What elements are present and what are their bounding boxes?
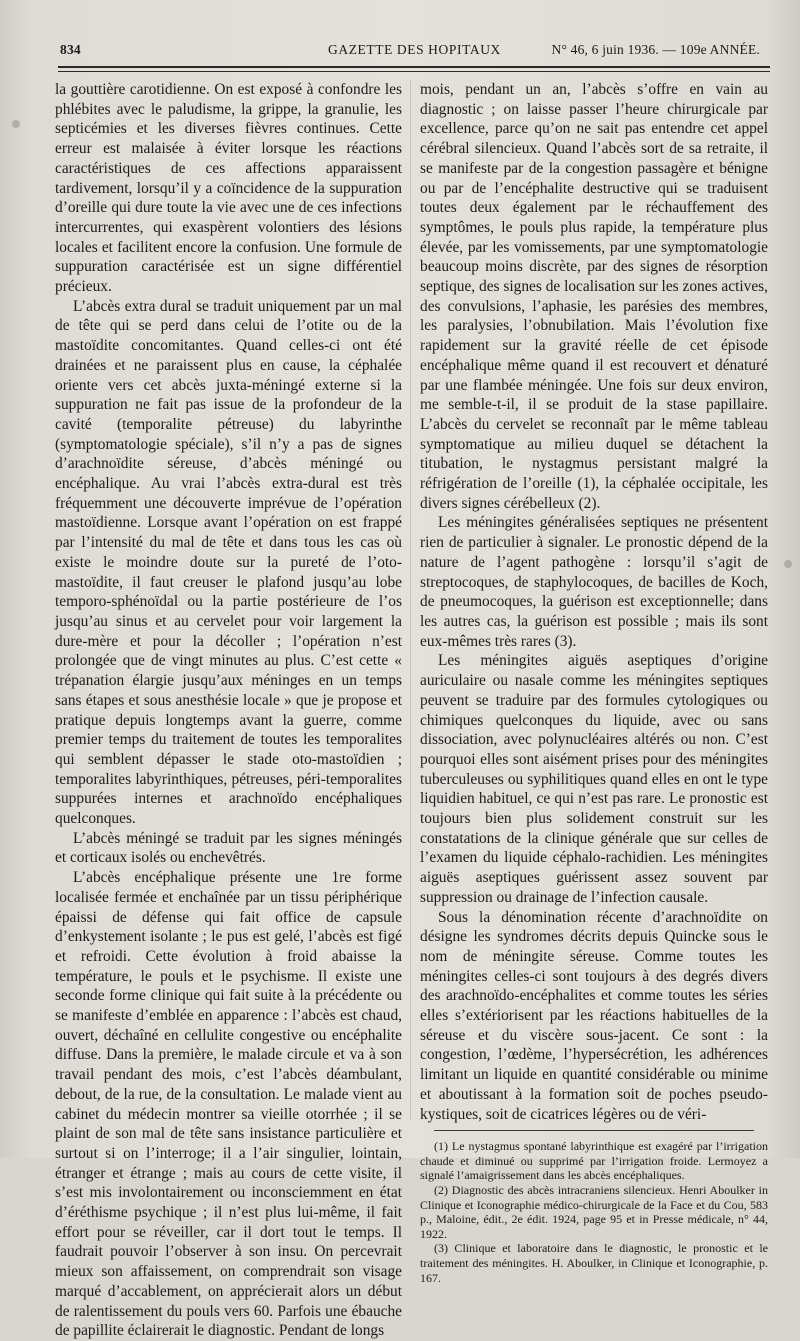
- paragraph: la gouttière carotidienne. On est exposé à confondre les phlébites avec le paludisme, la grippe, la granulie, les septicémies et les diverses fièvres continues. Cette erreur est malaisée à éviter lorsque les réactions caractéristiques de ces affections apparaissent tardivement, lorsqu’il y a coïncidence de la suppuration d’oreille qui dure toute la vie avec une de ces infections intercurrentes, qui exaspèrent volontiers des lésions locales et facilitent encore la confusion. Une formule de suppuration caractérisée est un signe différentiel précieux.: [55, 81, 402, 296]
- left-column: [55, 80, 402, 1341]
- footnote: (2) Diagnostic des abcès intracraniens silencieux. Henri Aboulker in Clinique et Iconographie médico-chirurgicale de la Face et du Cou, 583 p., Maloine, édit., 2e édit. 1924, page 95 et in Presse médicale, n° 44, 1922.: [420, 1183, 768, 1241]
- footnote: (1) Le nystagmus spontané labyrinthique est exagéré par l’irrigation chaude et diminué ou supprimé par l’irrigation froide. Lermoyez a signalé l’amaigrissement dans les abcès encéphaliques.: [420, 1139, 768, 1183]
- column-gutter: [410, 80, 411, 1120]
- paragraph: Sous la dénomination récente d’arachnoïdite on désigne les syndromes décrits depuis Quincke sous le nom de méningite séreuse. Comme toutes les méningites celles-ci sont toujours à des degrés divers des arachnoïdo-encéphalites et comme toutes les séries elles s’extériorisent par les réactions habituelles de la séreuse et du viscère sous-jacent. Ce sont : la congestion, l’œdème, l’hypersécrétion, les adhérences limitant un liquide en quantité considérable ou minime et aboutissant à la formation soit de poches pseudo-kystiques, soit de cicatrices légères ou de véri-: [420, 908, 768, 1123]
- paragraph: L’abcès méningé se traduit par les signes méningés et corticaux isolés ou enchevêtrés.: [55, 829, 402, 867]
- header-rule-thick: [58, 66, 770, 68]
- paragraph: L’abcès extra dural se traduit uniquement par un mal de tête qui se perd dans celui de l’otite ou de la mastoïdite concomitantes. Quand celles-ci ont été drainées et ne paraissent plus en cause, la céphalée oriente vers cet abcès juxta-méningé externe si la suppuration ne fait pas issue de la profondeur de la cavité (temporalite pétreuse) du labyrinthe (symptomatologie spéciale), s’il n’y a pas de signes d’arachnoïdite séreuse, d’abcès méningé ou encéphalique. Au vrai l’abcès extra-dural est très fréquemment une découverte imprévue de l’opération mastoïdienne. Lorsque avant l’opération on est frappé par l’intensité du mal de tête et dans tous les cas où existe le moindre doute sur la pureté de l’oto-mastoïdite, il faut creuser le plafond jusqu’au lobe temporo-sphénoïdal ou la partie postérieure de l’os jusqu’au sinus et au cervelet pour voir largement la dure-mère et pour la décoller ; l’opération n’est prolongée que de vingt minutes au plus. C’est cette « trépanation élargie jusqu’aux méninges en un temps sans étapes et sous anesthésie locale » que je propose et pratique depuis longtemps avant la guerre, comme premier temps du traitement de toutes les temporalites qui semblent dépasser le stade oto-mastoïdien ; temporalites labyrinthiques, pétreuses, péri-temporalites suppurées internes et arachnoïdo encéphaliques quelconques.: [55, 297, 402, 828]
- footnote-rule: [434, 1130, 754, 1131]
- paragraph: Les méningites généralisées septiques ne présentent rien de particulier à signaler. Le pronostic dépend de la nature de l’agent pathogène : lorsqu’il s’agit de streptocoques, de staphylocoques, de bacilles de Koch, de pneumocoques, la guérison est exceptionnelle; dans les autres cas, la guérison est possible ; mais ils sont eux-mêmes très rares (3).: [420, 514, 768, 650]
- footnotes: [420, 1139, 768, 1285]
- paper-blemish: [12, 120, 20, 128]
- paragraph: Les méningites aiguës aseptiques d’origine auriculaire ou nasale comme les méningites septiques peuvent se traduire par des formules cytologiques ou chimiques quelconques du liquide, avec ou sans dissociation, avec polynucléaires altérés ou non. C’est pourquoi elles sont aisément prises pour des méningites tuberculeuses ou syphilitiques quand elles en ont le type liquidien habituel, ce qui n’est pas rare. Le pronostic est toujours bien plus solidement construit sur les constatations de la clinique générale que sur celles de l’examen du liquide céphalo-rachidien. Les méningites aiguës aseptiques guérissent assez souvent par suppression ou drainage de l’infection causale.: [420, 652, 768, 906]
- right-column: [420, 80, 768, 1285]
- footnote: (3) Clinique et laboratoire dans le diagnostic, le pronostic et le traitement des méningites. H. Aboulker, in Clinique et Iconographie, p. 167.: [420, 1241, 768, 1285]
- header-rule-thin: [58, 71, 770, 72]
- journal-title: GAZETTE DES HOPITAUX: [328, 42, 501, 57]
- issue-info: N° 46, 6 juin 1936. — 109e ANNÉE.: [551, 42, 760, 57]
- page-number: 834: [60, 42, 81, 57]
- paper-blemish: [784, 560, 792, 568]
- paragraph: L’abcès encéphalique présente une 1re forme localisée fermée et enchaînée par un tissu périphérique épaissi de défense qui fait office de capsule d’enkystement isolante ; le pus est gelé, l’abcès est figé et refroidi. Cette évolution à froid abaisse la température, le pouls et le psychisme. Il existe une seconde forme clinique qui fait suite à la précédente ou se manifeste d’emblée en apparence : l’abcès est chaud, ouvert, déchaîné en cellulite congestive ou encéphalite diffuse. Dans la première, le malade circule et va à son travail pendant des mois, c’est l’abcès déambulant, debout, de la rue, de la consultation. Le malade vient au cabinet du médecin montrer sa vieille otorrhée ; il se plaint de son mal de tête sans insistance particulière et surtout si on l’interroge; il a l’air singulier, lointain, étranger et étrange ; mais au cours de cette visite, il s’est mis involontairement ou inconsciemment en état d’éréthisme psychique ; il n’est plus lui-même, il fait effort pour se réveiller, car il dort tout le temps. Il faudrait pouvoir l’observer à son insu. On percevrait mieux son affaissement, on comprendrait son visage marqué d’accablement, on apprécierait alors un début de ralentissement du pouls vers 60. Parfois une ébauche de papillite éclairerait le diagnostic. Pendant de longs: [55, 869, 402, 1340]
- running-header: [60, 42, 772, 64]
- paragraph: mois, pendant un an, l’abcès s’offre en vain au diagnostic ; on laisse passer l’heure chirurgicale par excellence, parce qu’on ne sait pas entendre cet appel cérébral silencieux. Quand l’abcès sort de sa retraite, il se manifeste par de la congestion passagère et bénigne ou par de l’encéphalite destructive qui se traduisent toutes deux également par le réchauffement des symptômes, le pouls plus rapide, la température plus élevée, par les vomissements, par une symptomatologie beaucoup moins discrète, par des signes de résorption septique, des signes de localisation sur les zones actives, des convulsions, l’aphasie, les parésies des membres, les paralysies, l’obnubilation. Mais l’évolution fixe rapidement sur la gravité réelle de cet épisode encéphalique même quand il est recouvert et dénaturé par une flambée méningée. Une fois sur deux environ, me semble-t-il, il se produit de la stase papillaire. L’abcès du cervelet se reconnaît par le même tableau symptomatique au milieu duquel se détachent la titubation, le nystagmus persistant malgré la réfrigération de l’oreille (1), la céphalée occipitale, les divers signes cérébelleux (2).: [420, 81, 768, 512]
